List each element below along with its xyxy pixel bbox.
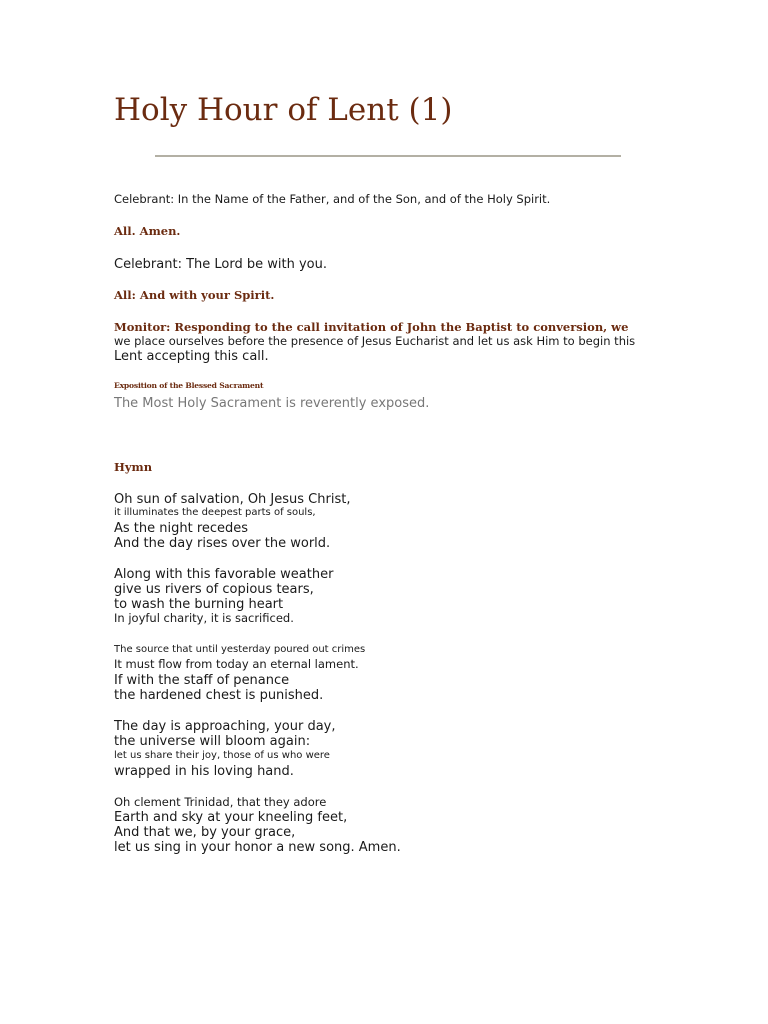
hymn-line: The source that until yesterday poured out crimes xyxy=(114,644,366,655)
hymn-line: If with the staff of penance xyxy=(114,673,290,688)
hymn-line: the hardened chest is punished. xyxy=(114,688,324,703)
celebrant-invocation: Celebrant: In the Name of the Father, and of the Son, and of the Holy Spirit. xyxy=(114,192,551,206)
monitor-text-line: Lent accepting this call. xyxy=(114,349,269,364)
hymn-line: let us share their joy, those of us who were xyxy=(114,750,330,761)
hymn-line: the universe will bloom again: xyxy=(114,734,311,749)
monitor-text-line: we place ourselves before the presence of Jesus Eucharist and let us ask Him to begin this xyxy=(114,334,636,348)
hymn-line: to wash the burning heart xyxy=(114,597,284,612)
hymn-line: It must flow from today an eternal lament. xyxy=(114,657,359,671)
celebrant-greeting: Celebrant: The Lord be with you. xyxy=(114,257,327,272)
hymn-line: Oh sun of salvation, Oh Jesus Christ, xyxy=(114,492,351,507)
hymn-line: Oh clement Trinidad, that they adore xyxy=(114,795,327,809)
hymn-line: In joyful charity, it is sacrificed. xyxy=(114,611,294,625)
page-title: Holy Hour of Lent (1) xyxy=(114,92,453,128)
hymn-line: wrapped in his loving hand. xyxy=(114,764,294,779)
hymn-heading: Hymn xyxy=(114,460,153,474)
hymn-line: The day is approaching, your day, xyxy=(114,719,336,734)
hymn-line: give us rivers of copious tears, xyxy=(114,582,314,597)
hymn-line: And that we, by your grace, xyxy=(114,825,296,840)
all-response-amen: All. Amen. xyxy=(114,224,181,238)
hymn-line: Earth and sky at your kneeling feet, xyxy=(114,810,348,825)
hymn-line: As the night recedes xyxy=(114,521,249,536)
hymn-line: it illuminates the deepest parts of souls, xyxy=(114,507,316,518)
all-response-spirit: All: And with your Spirit. xyxy=(114,288,275,302)
hymn-line: And the day rises over the world. xyxy=(114,536,331,551)
exposition-rubric: The Most Holy Sacrament is reverently exposed. xyxy=(114,396,430,411)
monitor-heading: Monitor: Responding to the call invitation of John the Baptist to conversion, we xyxy=(114,320,629,334)
hymn-line: let us sing in your honor a new song. Amen. xyxy=(114,840,401,855)
exposition-heading: Exposition of the Blessed Sacrament xyxy=(114,381,264,390)
hymn-line: Along with this favorable weather xyxy=(114,567,334,582)
title-divider xyxy=(155,155,621,157)
